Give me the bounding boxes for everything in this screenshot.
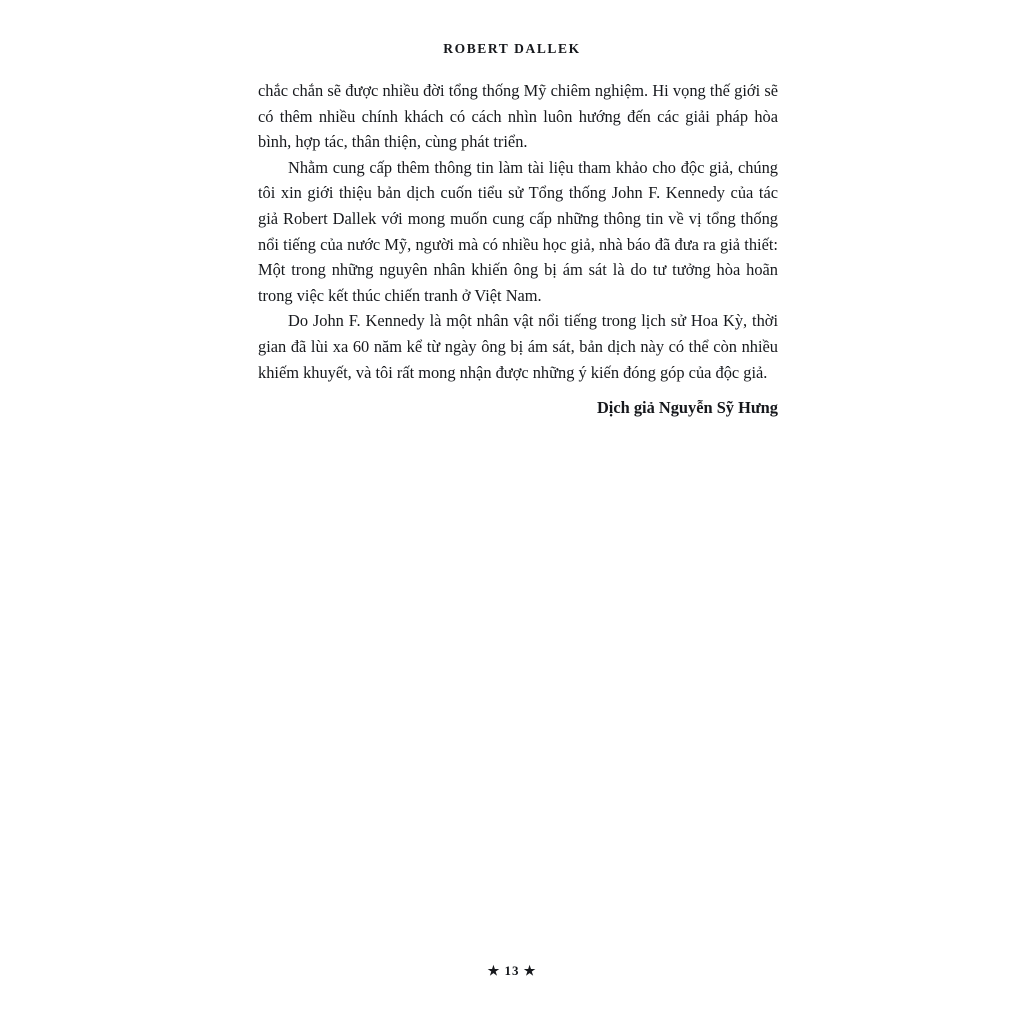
translator-signature: Dịch giả Nguyễn Sỹ Hưng xyxy=(596,398,778,418)
page-number: ★ 13 ★ xyxy=(487,963,537,978)
paragraph: Do John F. Kennedy là một nhân vật nổi tiếng trong lịch sử Hoa Kỳ, thời gian đã lùi xa 60 năm kể từ ngày ông bị ám sát, bản dịch này có thể còn nhiều khiếm khuyết, và tôi rất mong nhận được những ý kiến đóng góp của độc giả. xyxy=(258,311,778,382)
running-head: ROBERT DALLEK xyxy=(443,41,581,56)
paragraph: Nhằm cung cấp thêm thông tin làm tài liệu tham khảo cho độc giả, chúng tôi xin giới thiệu bản dịch cuốn tiểu sử Tổng thống John F. Kennedy của tác giả Robert Dallek với mong muốn cung cấp những thông tin về vị tổng thống nổi tiếng của nước Mỹ, người mà có nhiều học giả, nhà báo đã đưa ra giả thiết: Một trong những nguyên nhân khiến ông bị ám sát là do tư tưởng hòa hoãn trong việc kết thúc chiến tranh ở Việt Nam. xyxy=(258,157,778,305)
body-text xyxy=(258,78,778,421)
paragraph: chắc chắn sẽ được nhiều đời tổng thống Mỹ chiêm nghiệm. Hi vọng thế giới sẽ có thêm nhiều chính khách có cách nhìn luôn hướng đến các giải pháp hòa bình, hợp tác, thân thiện, cùng phát triển. xyxy=(258,81,778,152)
